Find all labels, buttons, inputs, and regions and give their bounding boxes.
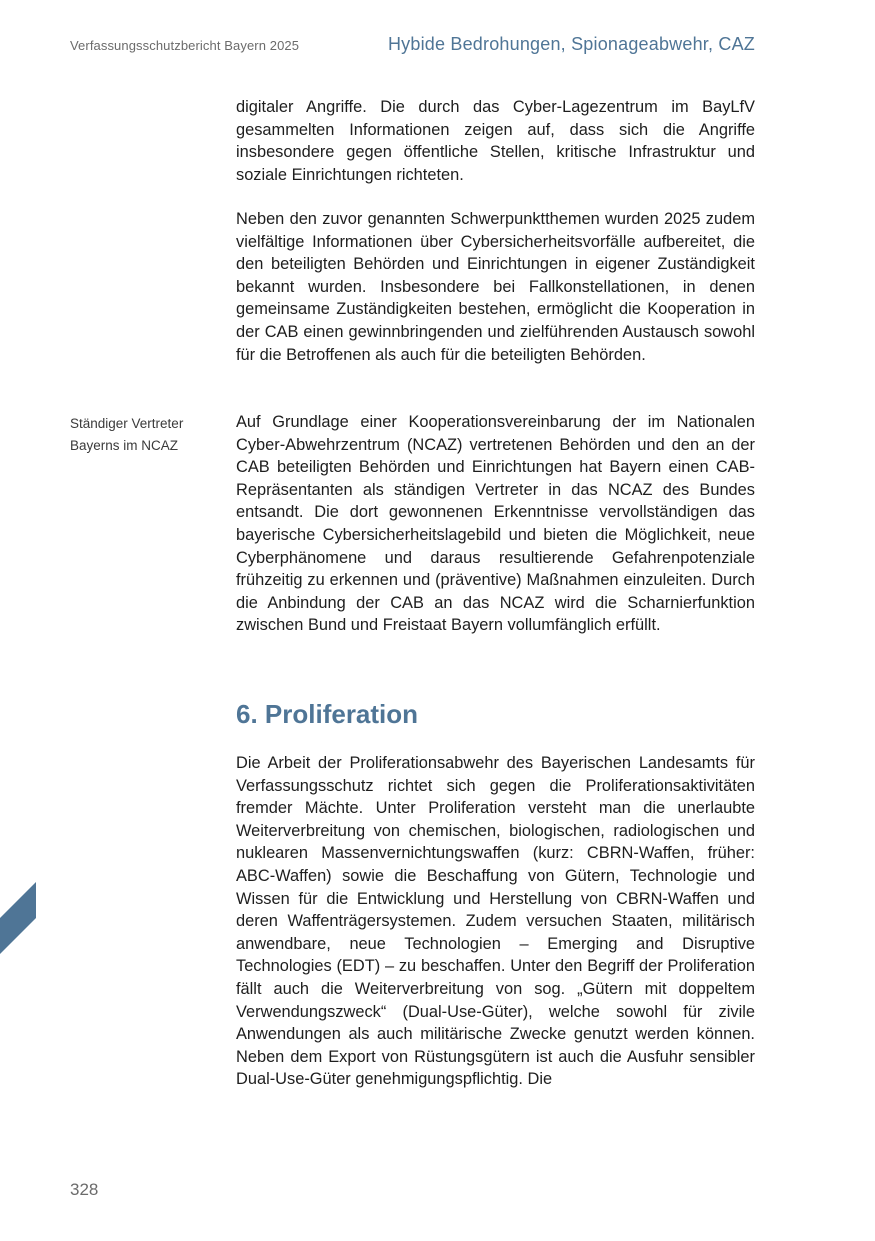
body-paragraph-2: Neben den zuvor genannten Schwerpunktthemen wurden 2025 zudem vielfältige Informationen über Cybersicherheitsvorfälle aufbereitet, die den beteiligten Behörden und Einrichtungen in eigener Zuständigkeit bekannt wurden. Insbesondere bei Fallkonstellationen, in denen gemeinsame Zuständigkeiten bestehen, ermöglicht die Kooperation in der CAB einen gewinnbringenden und zielführenden Austausch sowohl für die Betroffenen als auch für die beteiligten Behörden. <box>236 210 755 364</box>
body-paragraph-1: digitaler Angriffe. Die durch das Cyber-Lagezentrum im BayLfV gesammelten Informationen zeigen auf, dass sich die Angriffe insbesondere gegen öffentliche Stellen, kritische Infrastruktur und soziale Einrichtungen richteten. <box>236 98 755 184</box>
margin-note-line-1: Ständiger Vertreter <box>70 416 184 431</box>
body-paragraph-4: Die Arbeit der Proliferationsabwehr des Bayerischen Landesamts für Verfassungsschutz richtet sich gegen die Proliferationsaktivitäten fremder Mächte. Unter Proliferation versteht man die unerlaubte Weiterverbreitung von chemischen, biologischen, radiologischen und nuklearen Massenvernichtungswaffen (kurz: CBRN-Waffen, früher: ABC-Waffen) sowie die Beschaffung von Gütern, Technologie und Wissen für die Entwicklung und Herstellung von CBRN-Waffen und deren Waffenträgersystemen. Zudem versuchen Staaten, militärisch anwendbare, neue Technologien – Emerging and Disruptive Technologies (EDT) – zu beschaffen. Unter den Begriff der Proliferation fällt auch die Weiterverbreitung von sog. „Gütern mit doppeltem Verwendungszweck“ (Dual-Use-Güter), welche sowohl für zivile Anwendungen als auch militärische Zwecke genutzt werden können. Neben dem Export von Rüstungsgütern ist auch die Ausfuhr sensibler Dual-Use-Güter genehmigungspflichtig. Die <box>236 754 755 1089</box>
page-number: 328 <box>70 1180 99 1199</box>
body-paragraph-3: Auf Grundlage einer Kooperationsvereinbarung der im Nationalen Cyber-Abwehrzentrum (NCAZ) vertretenen Behörden und den an der CAB beteiligten Behörden und Einrichtungen hat Bayern einen CAB-Repräsentanten als ständigen Vertreter in das NCAZ des Bundes entsandt. Die dort gewonnenen Erkenntnisse vervollständigen das bayerische Cybersicherheitslagebild und bieten die Möglichkeit, neue Cyberphänomene und daraus resultierende Gefahrenpotenziale frühzeitig zu erkennen und (präventive) Maßnahmen einzuleiten. Durch die Anbindung der CAB an das NCAZ wird die Scharnierfunktion zwischen Bund und Freistaat Bayern vollumfänglich erfüllt. <box>236 413 755 635</box>
margin-note-line-2: Bayerns im NCAZ <box>70 438 179 453</box>
running-head-chapter: Hybide Bedrohungen, Spionageabwehr, CAZ <box>387 34 755 54</box>
chapter-edge-tab <box>0 880 36 954</box>
section-heading: 6. Proliferation <box>236 699 419 729</box>
margin-note <box>70 413 220 457</box>
running-head-publication: Verfassungsschutzbericht Bayern 2025 <box>70 38 300 53</box>
